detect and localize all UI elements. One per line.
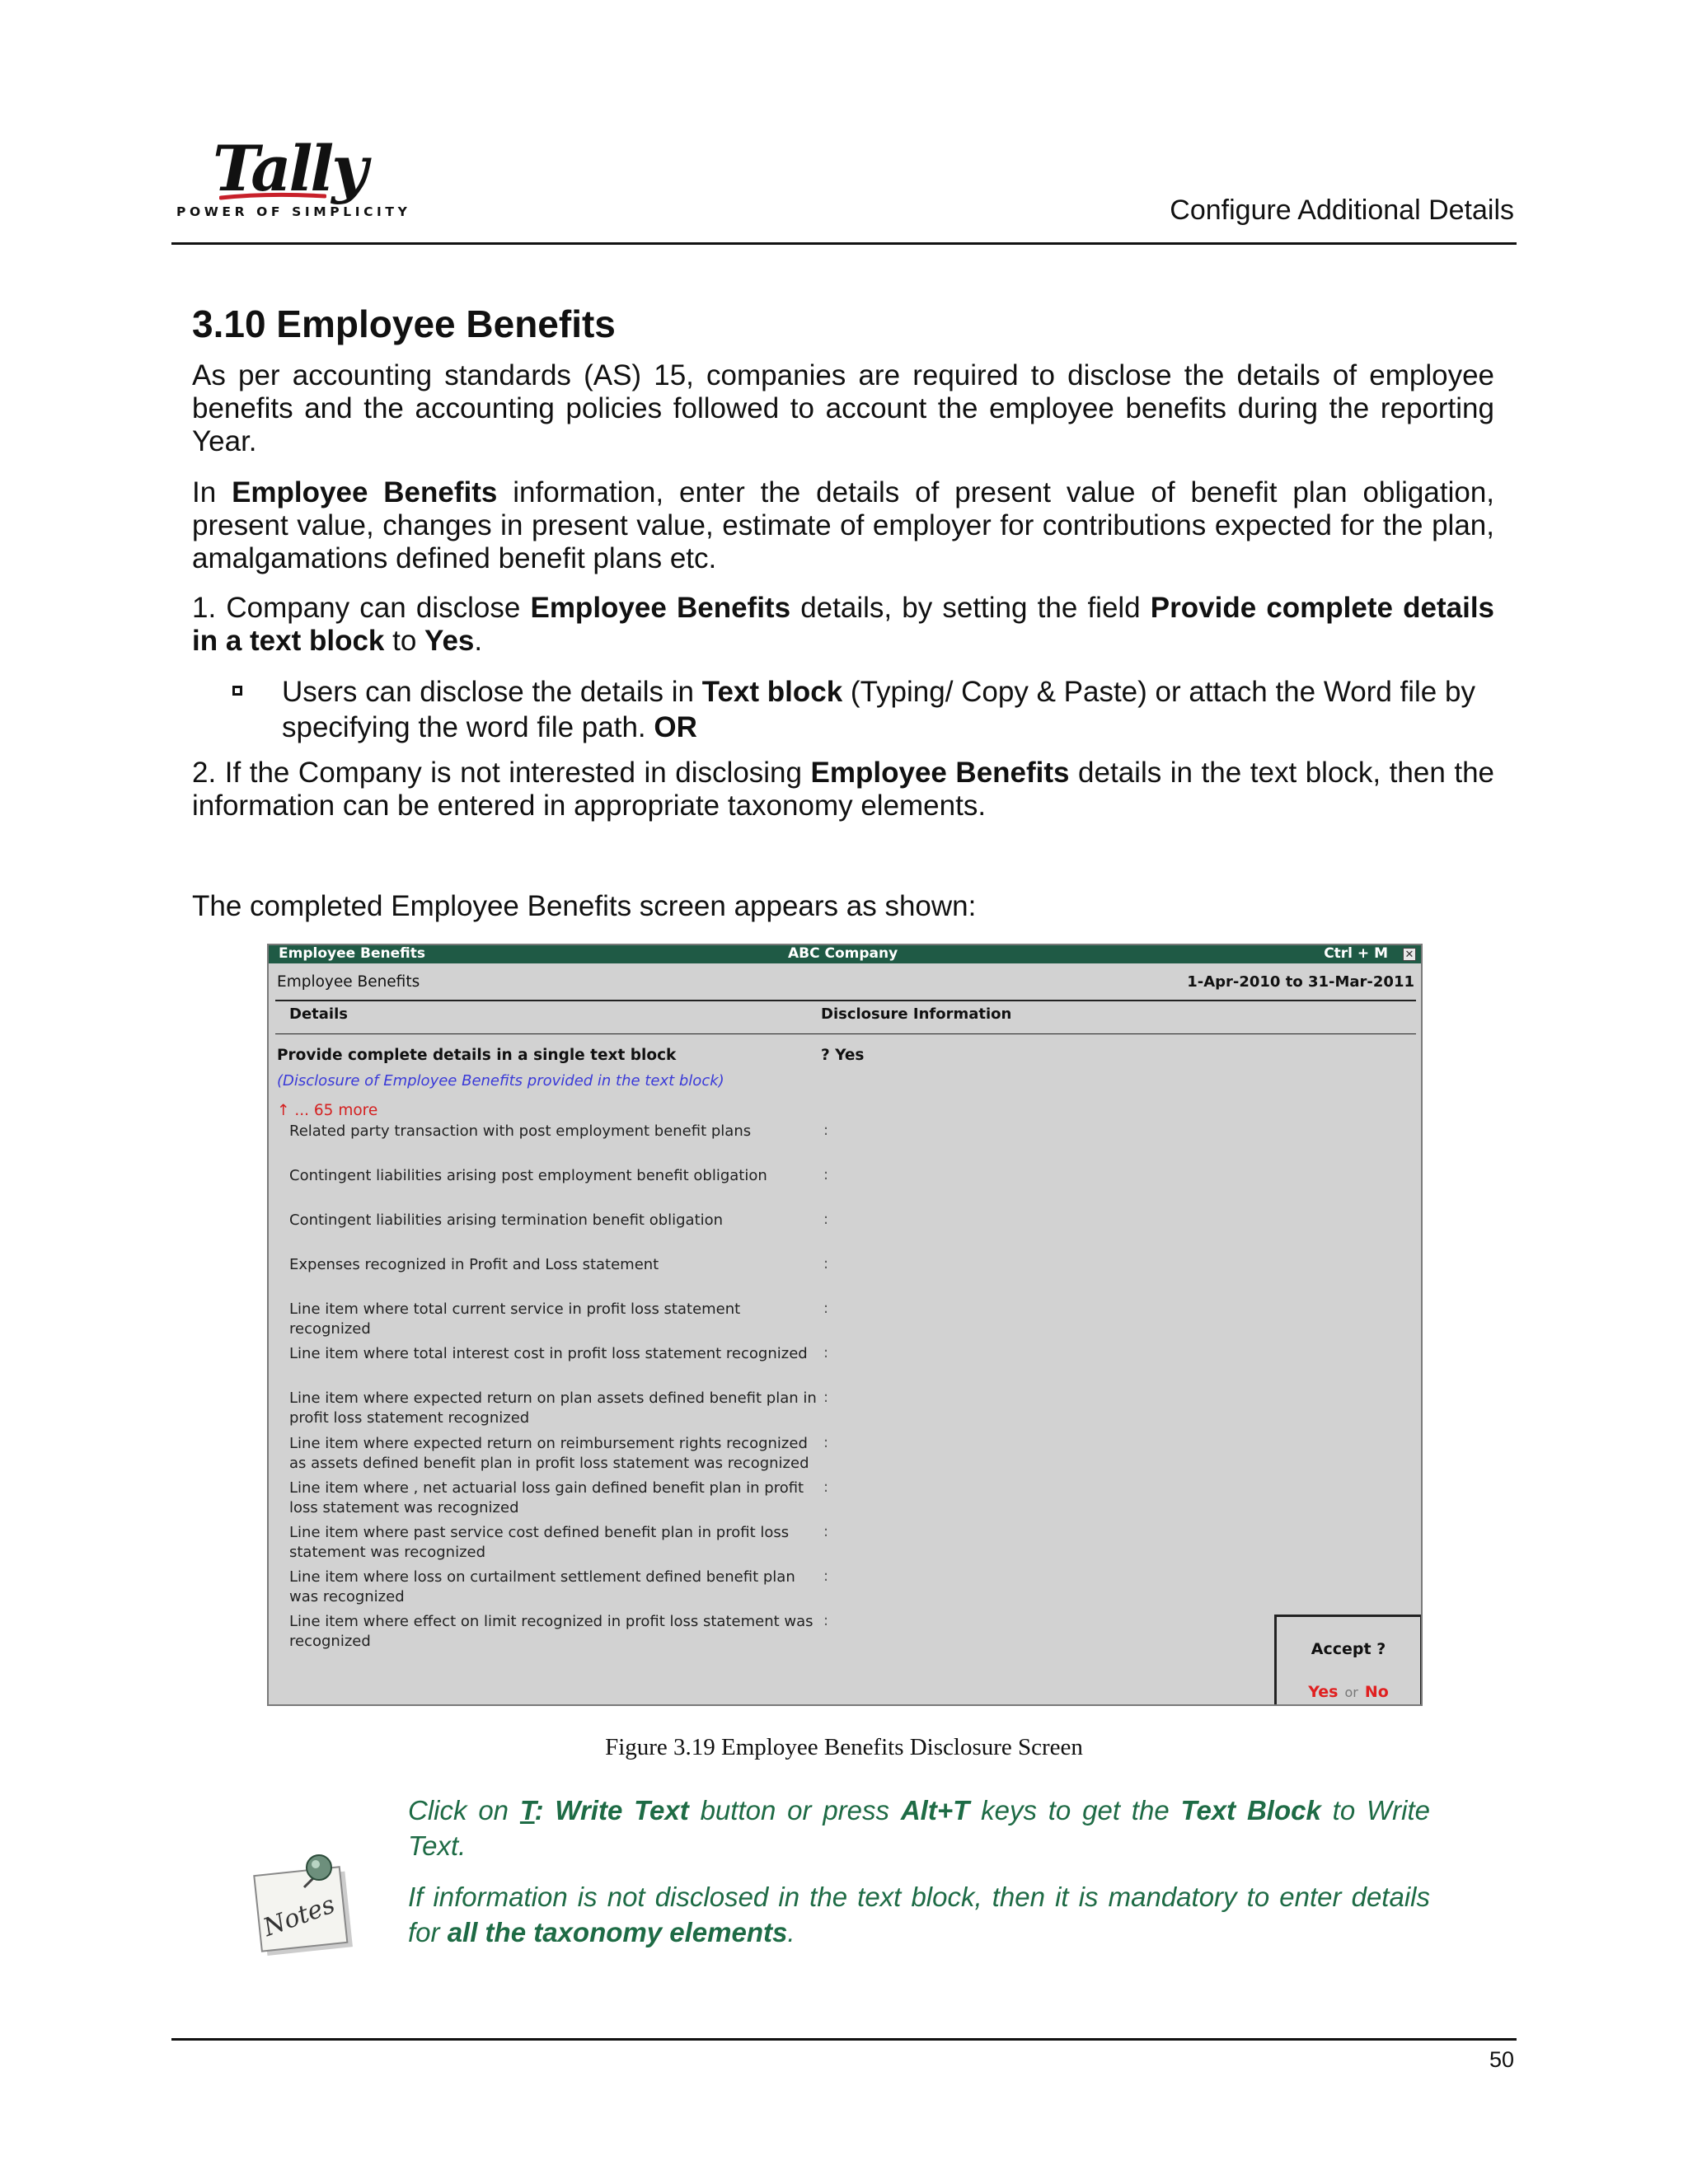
accept-no-button[interactable]: No — [1364, 1683, 1389, 1701]
value-field[interactable]: : — [823, 1389, 829, 1406]
screen-subtitle: Employee Benefits — [277, 973, 420, 991]
value-field[interactable]: : — [823, 1568, 829, 1585]
list-item: Contingent liabilities arising termination benefit obligation — [289, 1212, 724, 1229]
column-header-top-rule — [275, 1000, 1416, 1001]
value-field[interactable]: : — [823, 1523, 829, 1540]
company-name: ABC Company — [788, 945, 898, 962]
bullet-text: Users can disclose the details in Text block (Typing/ Copy & Paste) or attach the Word file by specifying the word file path. OR — [282, 676, 1475, 743]
value-field[interactable]: : — [823, 1166, 829, 1183]
column-header-bottom-rule — [275, 1033, 1416, 1034]
value-field[interactable]: : — [823, 1255, 829, 1272]
list-item: Line item where effect on limit recognized in profit loss statement was recognized — [289, 1613, 814, 1650]
period-range: 1-Apr-2010 to 31-Mar-2011 — [1187, 973, 1414, 991]
text-block-answer[interactable]: ? Yes — [821, 1047, 865, 1064]
running-head: Configure Additional Details — [1170, 194, 1514, 226]
accept-or-label: or — [1344, 1685, 1358, 1700]
square-bullet-icon — [232, 686, 242, 696]
screen-titlebar — [269, 945, 1421, 963]
logo-wordmark: Tally — [213, 132, 366, 205]
column-header-details: Details — [289, 1005, 348, 1023]
list-item: Line item where total interest cost in profit loss statement recognized — [289, 1345, 808, 1362]
screen-title: Employee Benefits — [279, 945, 426, 962]
intro-paragraph: As per accounting standards (AS) 15, companies are required to disclose the details of employee benefits and the accounting policies followed to account the employee benefits during the reporting Year. — [192, 359, 1494, 457]
logo-swoosh-icon — [219, 191, 326, 201]
list-item: Line item where loss on curtailment settlement defined benefit plan was recognized — [289, 1568, 795, 1605]
list-item: Line item where , net actuarial loss gain defined benefit plan in profit loss statement was recognized — [289, 1479, 804, 1516]
notes-icon-label: Notes — [259, 1890, 339, 1943]
column-header-disclosure: Disclosure Information — [821, 1005, 1012, 1023]
employee-benefits-screen — [267, 944, 1423, 1706]
figure-caption: Figure 3.19 Employee Benefits Disclosure Screen — [605, 1734, 1083, 1760]
accept-dialog — [1274, 1615, 1423, 1706]
page-number: 50 — [1489, 2047, 1514, 2072]
list-item: Line item where expected return on plan assets defined benefit plan in profit loss statement recognized — [289, 1390, 817, 1427]
accept-yes-button[interactable]: Yes — [1308, 1683, 1339, 1701]
logo-tagline: POWER OF SIMPLICITY — [176, 204, 411, 219]
value-field[interactable]: : — [823, 1434, 829, 1451]
text-block-question: Provide complete details in a single text block — [277, 1047, 677, 1064]
footer-rule — [171, 2038, 1517, 2041]
value-field[interactable]: : — [823, 1211, 829, 1228]
value-field[interactable]: : — [823, 1612, 829, 1629]
more-items-indicator[interactable]: ↑ ... 65 more — [277, 1102, 378, 1119]
list-item: Expenses recognized in Profit and Loss statement — [289, 1256, 659, 1273]
shortcut-label: Ctrl + M — [1324, 945, 1388, 962]
step-2-paragraph: 2. If the Company is not interested in disclosing Employee Benefits details in the text block, then the information can be entered in appropriate taxonomy elements. — [192, 757, 1494, 822]
header-rule — [171, 242, 1517, 245]
list-item: Contingent liabilities arising post employment benefit obligation — [289, 1167, 767, 1184]
list-item: Line item where total current service in profit loss statement recognized — [289, 1301, 741, 1338]
note-taxonomy: If information is not disclosed in the text block, then it is mandatory to enter details for all the taxonomy elements. — [408, 1882, 1430, 1947]
list-item: Line item where past service cost defined benefit plan in profit loss statement was recognized — [289, 1524, 790, 1561]
step-1-paragraph: 1. Company can disclose Employee Benefits details, by setting the field Provide complete details in a text block to Yes. — [192, 592, 1495, 657]
value-field[interactable]: : — [823, 1479, 829, 1496]
notes-icon — [251, 1844, 357, 1956]
value-field[interactable]: : — [823, 1344, 829, 1361]
list-item: Line item where expected return on reimbursement rights recognized as assets defined benefit plan in profit loss statement was recognized — [289, 1435, 809, 1472]
screen-intro: The completed Employee Benefits screen appears as shown: — [192, 890, 977, 922]
info-paragraph: In Employee Benefits information, enter the details of present value of benefit plan obligation, present value, changes in present value, estimate of employer for contributions expected for the plan, amalgamations defined benefit plans etc. — [192, 476, 1495, 574]
list-item: Related party transaction with post employment benefit plans — [289, 1122, 752, 1140]
tally-logo — [176, 132, 411, 223]
section-title: 3.10 Employee Benefits — [192, 302, 616, 345]
close-icon[interactable]: ✕ — [1403, 948, 1416, 961]
value-field[interactable]: : — [823, 1300, 829, 1317]
accept-options — [1277, 1683, 1420, 1701]
disclosure-note[interactable]: (Disclosure of Employee Benefits provided in the text block) — [277, 1072, 724, 1090]
accept-question: Accept ? — [1311, 1640, 1386, 1658]
note-write-text: Click on T: Write Text button or press Alt+T keys to get the Text Block to Write Text. — [408, 1795, 1431, 1861]
value-field[interactable]: : — [823, 1122, 829, 1139]
